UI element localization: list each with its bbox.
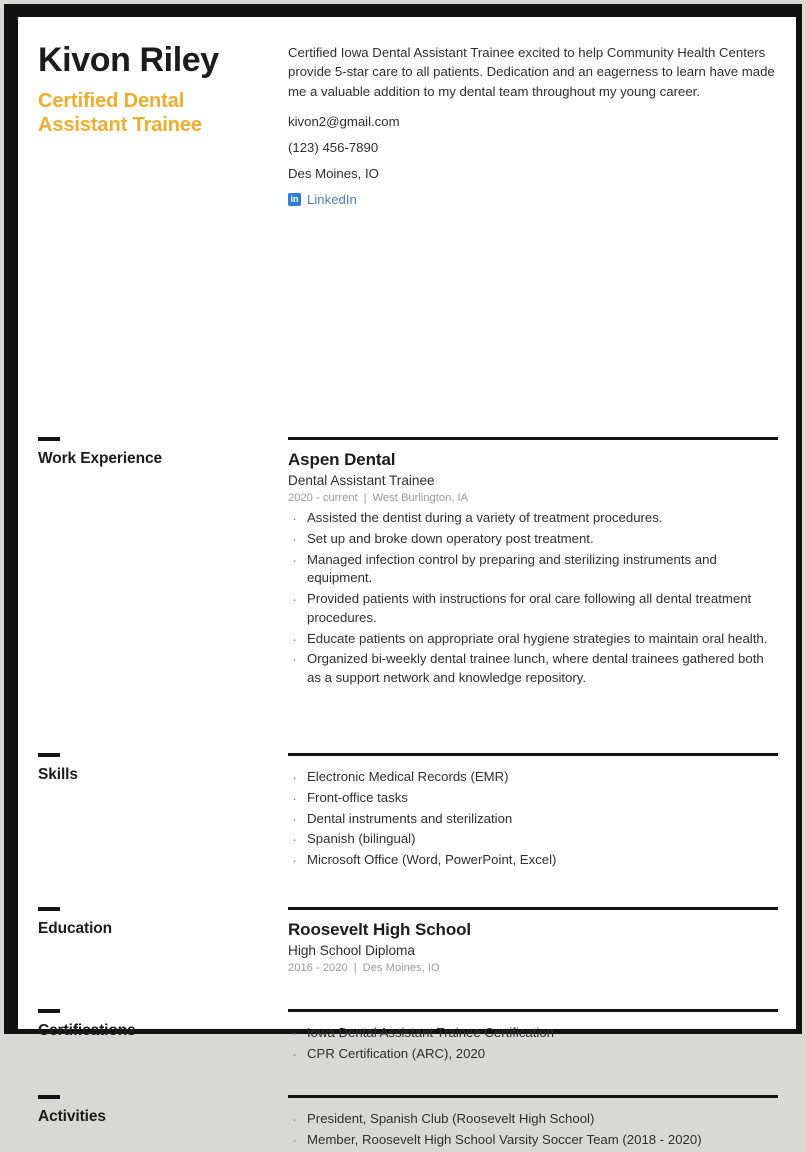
section-label-work-experience [38,437,284,690]
entry-bullet-list [288,509,778,688]
section-education [18,907,796,979]
entry-meta-separator: | [353,962,357,975]
header-contact [284,43,778,207]
linkedin-link[interactable] [288,192,778,207]
location-text: Des Moines, IO [288,166,379,182]
bullet-item: · CPR Certification (ARC), 2020 [288,1045,778,1064]
section-title: Education [38,920,113,938]
bullet-item: · Microsoft Office (Word, PowerPoint, Excel) [288,851,778,870]
candidate-title: Certified Dental Assistant Trainee [38,89,202,137]
resume-page [18,17,796,1147]
bullet-item: · Educate patients on appropriate oral hygiene strategies to maintain oral health. [288,630,778,649]
entry-role: Dental Assistant Trainee [288,473,435,489]
section-dash-icon [38,1009,60,1013]
entry-meta [288,962,778,974]
section-activities [18,1095,796,1151]
bullet-item: · Iowa Dental Assistant Trainee Certification [288,1024,778,1043]
entry-organization: Roosevelt High School [288,920,472,940]
linkedin-label: LinkedIn [307,192,357,208]
section-skills [18,753,796,872]
entry-location: West Burlington, IA [372,492,469,505]
section-content [284,1095,778,1151]
section-title: Skills [38,766,78,784]
entry-meta [288,492,778,504]
bullet-item: · Provided patients with instructions for oral care following all dental treatment procedures. [288,590,778,627]
entry-meta-separator: | [363,492,367,505]
bullet-item: · Member, Roosevelt High School Varsity Soccer Team (2018 - 2020) [288,1131,778,1150]
section-title: Certifications [38,1022,136,1040]
section-content [284,1009,778,1065]
section-title: Work Experience [38,450,162,468]
linkedin-icon: in [288,193,301,206]
page-frame [4,4,802,1147]
section-content [284,437,778,690]
section-divider [288,907,778,910]
bullet-item: · Set up and broke down operatory post treatment. [288,530,778,549]
entry-bullet-list [288,1110,778,1149]
section-dash-icon [38,1095,60,1099]
section-divider [288,1009,778,1012]
section-dash-icon [38,907,60,911]
entry-role: High School Diploma [288,943,415,959]
bullet-item: · Spanish (bilingual) [288,830,778,849]
bullet-item: · Managed infection control by preparing and sterilizing instruments and equipment. [288,551,778,588]
resume-header [18,17,796,207]
section-label-activities [38,1095,284,1151]
header-identity [38,43,284,207]
professional-summary: Certified Iowa Dental Assistant Trainee excited to help Community Health Centers provide 5-star care to all patients. Dedication and an eagerness to learn have made me a valuable addition to my dental team throughout my young career. [288,45,775,99]
section-certifications [18,1009,796,1065]
bullet-item: · Dental instruments and sterilization [288,810,778,829]
entry-bullet-list [288,768,778,870]
entry-dates: 2020 - current [288,492,358,505]
section-label-education [38,907,284,979]
candidate-name: Kivon Riley [38,41,219,79]
bullet-item: · Assisted the dentist during a variety of treatment procedures. [288,509,778,528]
section-label-certifications [38,1009,284,1065]
section-content [284,753,778,872]
section-divider [288,437,778,440]
bullet-item: · Front-office tasks [288,789,778,808]
bullet-item: · Electronic Medical Records (EMR) [288,768,778,787]
section-dash-icon [38,753,60,757]
bullet-item: · President, Spanish Club (Roosevelt High School) [288,1110,778,1129]
entry-location: Des Moines, IO [362,962,440,975]
section-content [284,907,778,979]
section-title: Activities [38,1108,106,1126]
entry-bullet-list [288,1024,778,1063]
section-divider [288,1095,778,1098]
section-divider [288,753,778,756]
phone-text: (123) 456-7890 [288,140,379,156]
section-label-skills [38,753,284,872]
email-text[interactable]: kivon2@gmail.com [288,114,400,130]
entry-dates: 2016 - 2020 [288,962,348,975]
section-dash-icon [38,437,60,441]
section-work-experience [18,437,796,690]
entry-organization: Aspen Dental [288,450,396,470]
bullet-item: · Organized bi-weekly dental trainee lunch, where dental trainees gathered both as a support network and knowledge repository. [288,650,778,687]
